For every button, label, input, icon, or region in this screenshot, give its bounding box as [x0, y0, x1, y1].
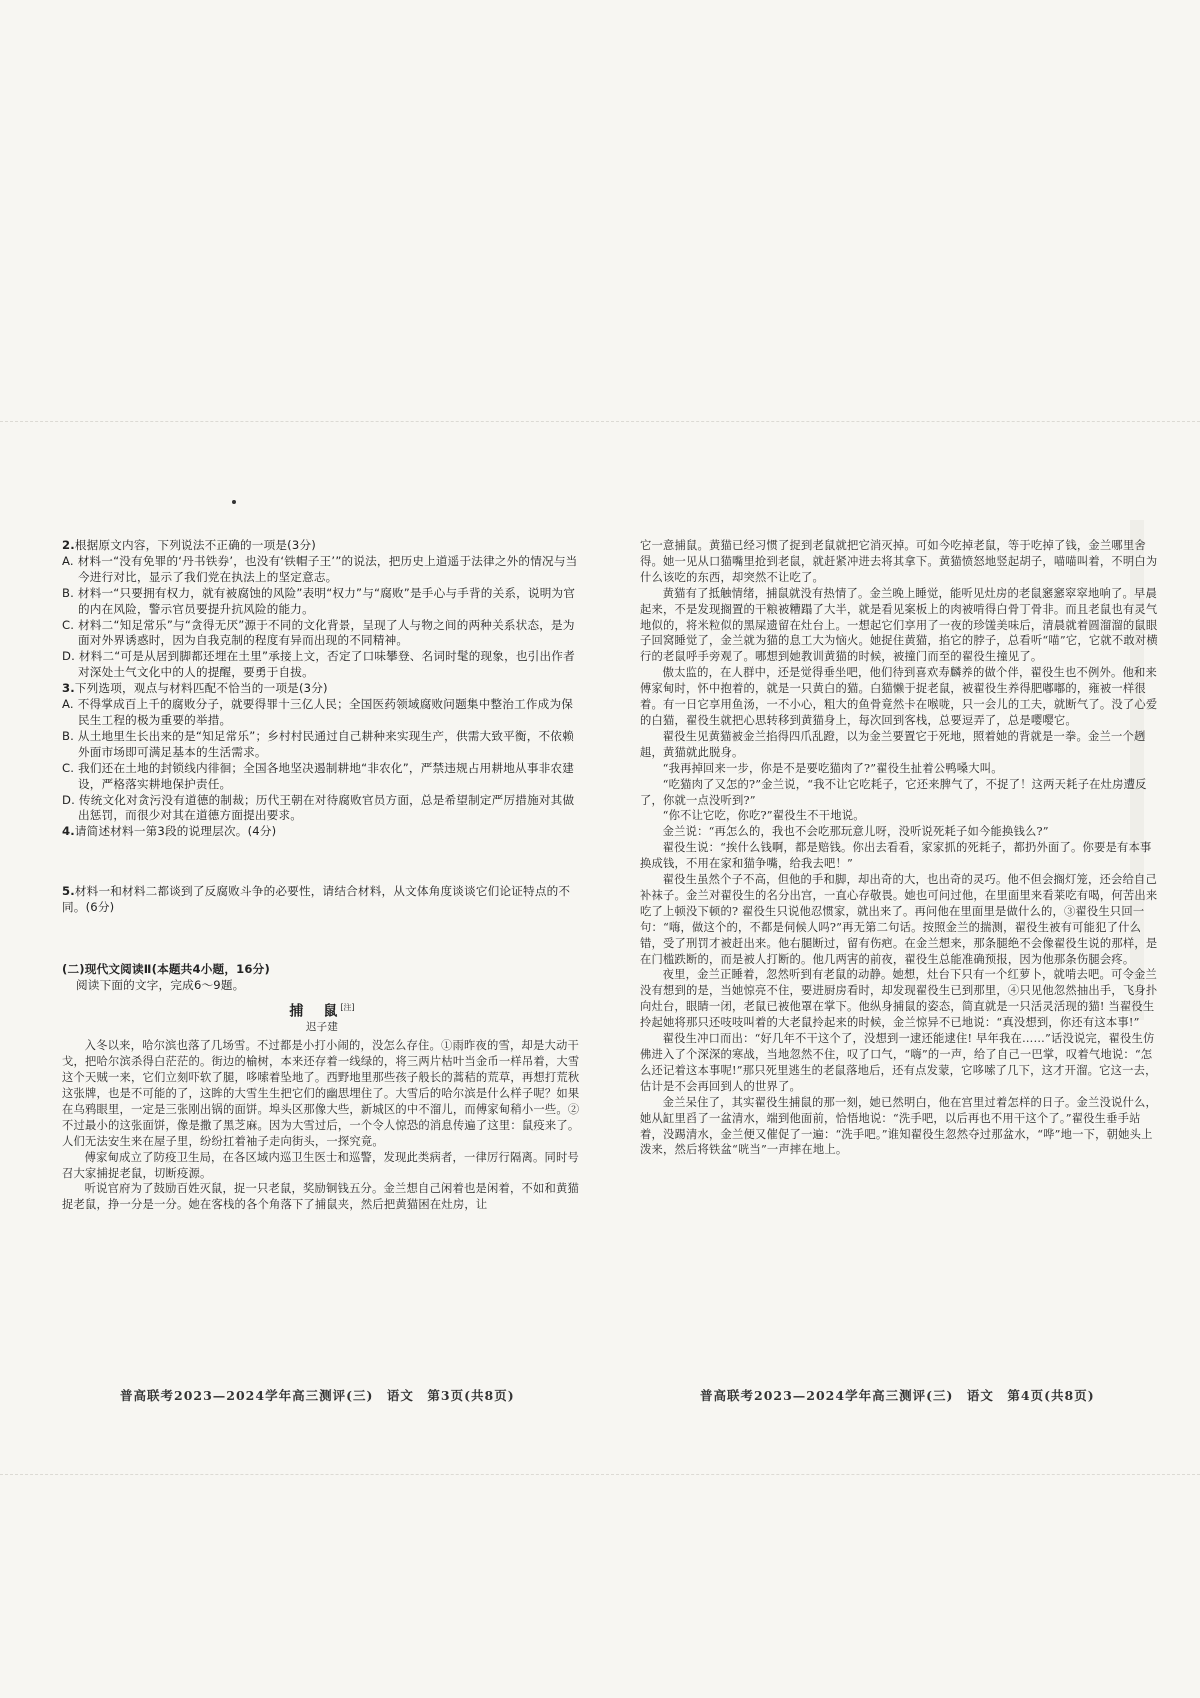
story-title: 捕 鼠[注] [289, 1002, 355, 1020]
question-2-option-d: D. 材料二“可是从居到脚都还埋在土里”承接上文，否定了口味攀登、名词时髦的现象，也引出作者对深处土气文化中的人的提醒，要勇于自拔。 [62, 649, 575, 680]
story-paragraph: 夜里，金兰正睡着，忽然听到有老鼠的动静。她想，灶台下只有一个红萝卜，就啃去吧。可令金兰没有想到的是，当她惊亮不住，要进厨房看时，却发现翟役生已到那里，④只见他忽然抽出手，飞身扑向灶台，眼睛一闭，老鼠已被他罩在掌下。他纵身捕鼠的姿态，简直就是一只活灵活现的猫! 当翟役生拎起她将那只还吱吱叫着的大老鼠拎起来的时候，金兰惊异不已地说：“真没想到，你还有这本事!” [640, 968, 1158, 1030]
scan-line [0, 1474, 1200, 1475]
question-2-stem: 2.根据原文内容，下列说法不正确的一项是(3分) [62, 538, 316, 552]
answer-space [62, 840, 582, 884]
ink-dot [232, 500, 236, 504]
question-2-option-b: B. 材料一“只要拥有权力，就有被腐蚀的风险”表明“权力”与“腐败”是手心与手背的关系，说明为官的内在风险，警示官员要提升抗风险的能力。 [62, 585, 576, 616]
story-paragraph: 翟役生冲口而出：“好几年不干这个了，没想到一逮还能逮住! 早年我在……”话没说完，翟役生仿佛进入了个深深的寒战，当地忽然不住，叹了口气，“嗨”的一声，给了自己一巴掌，叹着气地说：“怎么还记着这本事呢!”那只死里逃生的老鼠落地后，还有点发蒙，它哆嗦了几下，这才开溜。它这一去，估计是不会再回到人的世界了。 [640, 1032, 1157, 1093]
left-page [62, 538, 582, 1213]
story-paragraph: 傲太监的，在人群中，还是觉得垂坐吧，他们待到喜欢寿麟养的做个伴，翟役生也不例外。他和来傅家甸时，怀中抱着的，就是一只黄白的猫。白猫懒于捉老鼠，被翟役生养得肥嘟嘟的，雍被一样很着。有一日它享用鱼汤，一不小心，粗大的鱼骨竟然卡在喉咙，只一会儿的工夫，就断气了。没了心爱的白猫，翟役生就把心思转移到黄猫身上，每次回到客栈，总要逗弄了，总是嘤嘤它。 [640, 666, 1158, 727]
question-2-option-c: C. 材料二“知足常乐”与“贪得无厌”源于不同的文化背景，呈现了人与物之间的两种关系状态，是为面对外界诱惑时，因为自我克制的程度有异而出现的不同精神。 [62, 617, 575, 648]
story-paragraph: 黄猫有了抵触情绪，捕鼠就没有热情了。金兰晚上睡觉，能听见灶房的老鼠窸窸窣窣地响了。早晨起来，不是发现搁置的干粮被糟蹋了大半，就是看见案板上的肉被啃得白骨丁骨非。而且老鼠也有灵气地似的，将米粒似的黑屎遗留在灶台上。一想起它们享用了一夜的珍馐美味后，清晨就着圆溜溜的鼠眼子回窝睡觉了，金兰就为猫的息工大为恼火。她捉住黄猫，掐它的脖子，总看听“喵”它，它就不敢对横行的老鼠呼手旁观了。哪想到她教训黄猫的时候，被撞门而至的翟役生撞见了。 [640, 586, 1158, 664]
story-paragraph: 翟役生说：“挨什么钱啊，都是赔钱。你出去看看，家家抓的死耗子，都扔外面了。你要是有本事换成钱，不用在家和猫争嘴，给我去吧！” [640, 841, 1152, 871]
story-paragraph: “我再掉回来一步，你是不是要吃猫肉了?”翟役生扯着公鸭嗓大叫。 [662, 761, 1003, 775]
question-3-stem: 3.下列选项，观点与材料匹配不恰当的一项是(3分) [62, 681, 328, 696]
story-paragraph: 翟役生见黄猫被金兰掐得四爪乱蹬，以为金兰要置它于死地，照着她的背就是一拳。金兰一个趔趄，黄猫就此脱身。 [640, 729, 1146, 759]
page-footer-3: 普高联考2023—2024学年高三测评(三) 语文 第3页(共8页) [120, 1388, 515, 1403]
right-page [640, 538, 1160, 1158]
story-paragraph: 它一意捕鼠。黄猫已经习惯了捉到老鼠就把它消灭掉。可如今吃掉老鼠，等于吃掉了钱，金兰哪里舍得。她一见从口猫嘴里抢到老鼠，就赶紧冲进去将其拿下。黄猫愤怒地竖起胡子，喵喵叫着，不明白为什么该吃的东西，却突然不让吃了。 [640, 539, 1158, 584]
story-paragraph: “你不让它吃，你吃?”翟役生不干地说。 [662, 809, 865, 823]
answer-space [62, 916, 582, 960]
question-3-option-d: D. 传统文化对贪污没有道德的制裁；历代王朝在对待腐败官员方面，总是希望制定严厉措施对其做出惩罚，而很少对其在道德方面提出要求。 [62, 792, 575, 823]
page-footer-4: 普高联考2023—2024学年高三测评(三) 语文 第4页(共8页) [700, 1388, 1095, 1403]
story-paragraph: 金兰呆住了，其实翟役生捕鼠的那一刻，她已然明白，他在宫里过着怎样的日子。金兰没说什么，她从缸里舀了一盆清水，端到他面前，恰悟地说：“洗手吧，以后再也不用干这个了。”翟役生垂手站着，没踢清水，金兰便又催促了一遍：“洗手吧。”谁知翟役生忽然夺过那盆水，“哗”地一下，朝她头上泼来，然后将铁盆“咣当”一声摔在地上。 [640, 1095, 1157, 1157]
question-3-option-a: A. 不得掌成百上千的腐败分子，就要得罪十三亿人民；全国医药领域腐败问题集中整治工作成为保民生工程的极为重要的举措。 [62, 697, 574, 727]
section-heading: (二)现代文阅读Ⅱ(本题共4小题，16分) [62, 962, 270, 977]
section-instruction: 阅读下面的文字，完成6～9题。 [76, 977, 245, 992]
story-author: 迟子建 [305, 1021, 339, 1034]
question-4-stem: 4.请简述材料一第3段的说理层次。(4分) [62, 824, 277, 839]
scan-line [0, 421, 1200, 422]
story-paragraph: 入冬以来，哈尔滨也落了几场雪。不过都是小打小闹的，没怎么存住。①雨昨夜的雪，却是大动干戈，把哈尔滨杀得白茫茫的。街边的榆树，本来还存着一线绿的，将三两片枯叶当金币一样吊着，大雪这个天贼一来，它们立刻吓软了腿，哆嗦着坠地了。西野地里那些孩子般长的蒿秸的荒草，再想打荒秋这张牌，也是不可能的了，这眸的大雪生生把它们的幽思埋住了。大雪后的哈尔滨是什么样子呢？如果在乌鸦眼里，一定是三张刚出锅的面饼。埠头区那像大些，新城区的中不溜儿，而傅家甸稍小一些。②不过最小的这张面饼，像是撒了黑芝麻。因为大雪过后，一个令人惊恐的消息传遍了这里：鼠疫来了。人们无法安生来在屋子里，纷纷扛着袖子走向街头，一探究竟。 [62, 1039, 580, 1148]
question-5-stem: 5.材料一和材料二都谈到了反腐败斗争的必要性，请结合材料，从文体角度谈谈它们论证特点的不同。(6分) [62, 884, 571, 915]
story-paragraph: 金兰说：“再怎么的，我也不会吃那玩意儿呀，没听说死耗子如今能换钱么?” [662, 825, 1049, 839]
story-paragraph: “吃猫肉了又怎的?”金兰说，“我不让它吃耗子，它还来脾气了，不捉了！这两天耗子在灶房遭反了，你就一点没听到?” [640, 777, 1147, 807]
story-paragraph: 听说官府为了鼓励百姓灭鼠，捉一只老鼠，奖励铜钱五分。金兰想自己闲着也是闲着，不如和黄猫捉老鼠，挣一分是一分。她在客栈的各个角落下了捕鼠夹，然后把黄猫困在灶房，让 [62, 1182, 579, 1212]
question-3-option-b: B. 从土地里生长出来的是“知足常乐”；乡村村民通过自己耕种来实现生产，供需大致平衡，不依赖外面市场即可满足基本的生活需求。 [62, 728, 574, 759]
story-paragraph: 翟役生虽然个子不高，但他的手和脚，却出奇的大，也出奇的灵巧。他不但会搁灯笼，还会给自己补袜子。金兰对翟役生的名分出宫，一直心存敬畏。她也可问过他，在里面里来看莱吃有喝，何苦出来吃了上顿没下顿的? 翟役生只说他忍惯家，就出来了。再问他在里面里是做什么的，③翟役生只回一句：“嗨，做这个的，不都是伺候人吗?”再无第二句话。按照金兰的揣测，翟役生被有可能犯了什么错，受了刑罚才被赶出来。他右腿断过，留有伤疤。在金兰想来，那条腿绝不会像翟役生说的那样，是在门槛跌断的，而是被人打断的。他几两害的前夜，翟役生总能准确预报，因为他那条伤腿会疼。 [640, 873, 1158, 966]
question-2-option-a: A. 材料一“没有免罪的‘丹书铁券’，也没有‘铁帽子王’”的说法，把历史上道遥于法律之外的情况与当今进行对比，显示了我们党在执法上的坚定意志。 [62, 553, 578, 584]
question-3-option-c: C. 我们还在土地的封锁线内徘徊；全国各地坚决遏制耕地“非农化”，严禁违规占用耕地从事非农建设，严格落实耕地保护责任。 [62, 760, 575, 791]
story-paragraph: 傅家甸成立了防疫卫生局，在各区域内巡卫生医士和巡警，发现此类病者，一律厉行隔离。同时号召大家捕捉老鼠，切断疫源。 [62, 1150, 579, 1180]
